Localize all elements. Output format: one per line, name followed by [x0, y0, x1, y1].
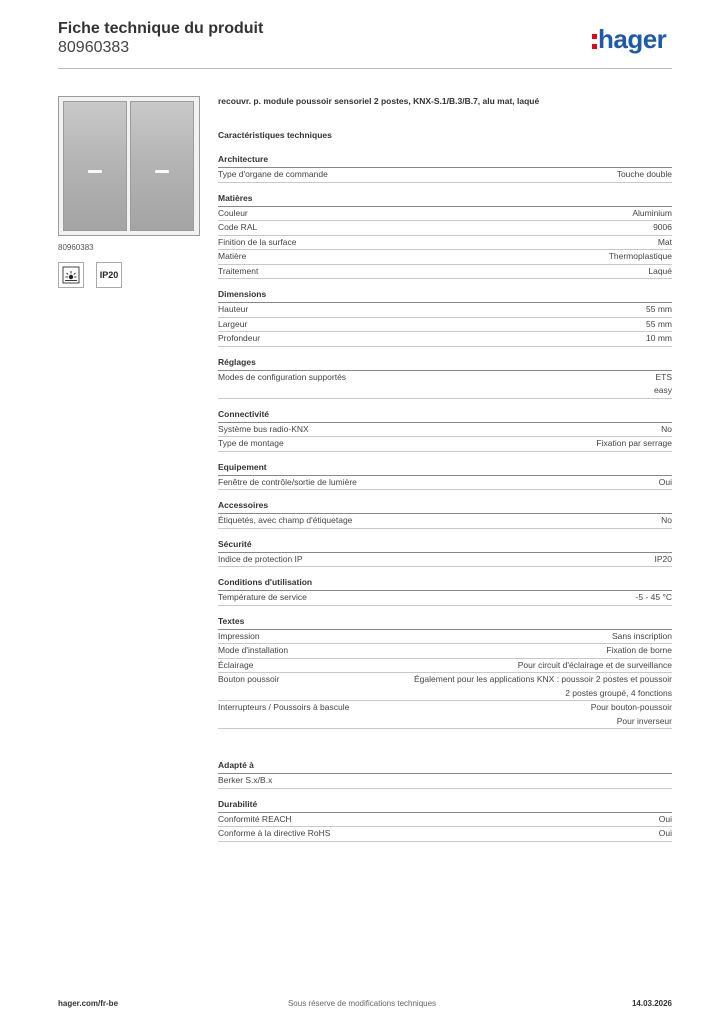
spec-key: Température de service	[218, 592, 307, 602]
spec-row	[218, 774, 672, 789]
spec-section	[218, 356, 672, 399]
section-title: Connectivité	[218, 408, 672, 423]
spec-section	[218, 615, 672, 730]
spec-value	[607, 168, 672, 182]
spec-section	[218, 153, 672, 183]
spec-row	[218, 318, 672, 333]
product-description: recouvr. p. module poussoir sensoriel 2 postes, KNX-S.1/B.3/B.7, alu mat, laqué	[218, 96, 540, 106]
led-window	[155, 170, 169, 173]
spec-value-line: Sans inscription	[611, 630, 672, 641]
spec-key: Code RAL	[218, 222, 258, 232]
spec-section	[218, 798, 672, 842]
spec-key: Système bus radio-KNX	[218, 423, 309, 434]
spec-value-line: 10 mm	[646, 333, 672, 343]
page-title: Fiche technique du produit	[58, 20, 264, 37]
spec-key: Interrupteurs / Poussoirs à bascule	[218, 702, 350, 712]
image-caption: 80960383	[58, 243, 94, 252]
spec-section	[218, 759, 672, 789]
spec-value	[645, 553, 673, 567]
footer-disclaimer: Sous réserve de modifications techniques	[287, 999, 437, 1008]
spec-key: Étiquetés, avec champ d'étiquetage	[218, 515, 353, 525]
spec-key: Matière	[218, 251, 247, 261]
header-divider	[58, 68, 672, 69]
spec-key: Couleur	[218, 207, 248, 218]
rocker-right	[130, 101, 194, 231]
section-title: Conditions d'utilisation	[218, 576, 672, 591]
spec-value	[636, 332, 672, 346]
spec-value-line: IP20	[654, 553, 672, 564]
spec-value	[626, 591, 672, 605]
spec-value	[586, 437, 672, 451]
spec-row	[218, 437, 672, 452]
spec-row	[218, 207, 672, 222]
spec-value	[636, 303, 672, 317]
spec-row	[218, 701, 672, 729]
section-title: Réglages	[218, 356, 672, 371]
section-title: Durabilité	[218, 798, 672, 813]
spec-sections	[218, 153, 672, 842]
spec-key: Traitement	[218, 265, 259, 276]
spec-section	[218, 576, 672, 606]
spec-value-line: Pour bouton-poussoir	[590, 702, 672, 712]
spec-value	[404, 673, 672, 700]
spec-value-line: easy	[654, 385, 672, 395]
spec-row	[218, 221, 672, 236]
section-title: Textes	[218, 615, 672, 630]
spec-value	[648, 236, 672, 250]
spec-value	[649, 827, 672, 841]
spec-value-line: 55 mm	[646, 318, 672, 329]
spec-value	[662, 774, 672, 788]
hager-logo	[592, 26, 666, 52]
section-title: Equipement	[218, 461, 672, 476]
spec-section	[218, 408, 672, 452]
section-title: Dimensions	[218, 288, 672, 303]
spec-row	[218, 813, 672, 828]
spec-section	[218, 192, 672, 280]
spec-row	[218, 673, 672, 701]
spec-value-line: 9006	[653, 222, 672, 232]
spec-value-line: Fixation de borne	[606, 645, 672, 655]
spec-key: Berker S.x/B.x	[218, 775, 273, 785]
spec-row	[218, 476, 672, 491]
product-image	[58, 96, 200, 236]
spec-value	[508, 659, 672, 673]
spec-row	[218, 644, 672, 659]
spec-key: Type de montage	[218, 438, 284, 448]
spec-key: Conforme à la directive RoHS	[218, 828, 331, 838]
spec-value-line: Thermoplastique	[608, 251, 672, 261]
spec-key: Fenêtre de contrôle/sortie de lumière	[218, 476, 357, 487]
spec-value	[651, 514, 672, 528]
spec-row	[218, 630, 672, 645]
spec-value	[596, 644, 672, 658]
section-title: Accessoires	[218, 499, 672, 514]
spec-row	[218, 250, 672, 265]
footer-website: hager.com/fr-be	[58, 999, 119, 1008]
spec-value	[643, 221, 672, 235]
spec-row	[218, 332, 672, 347]
spec-value-line: Également pour les applications KNX : poussoir 2 postes et poussoir	[414, 674, 672, 684]
spec-value	[599, 250, 672, 264]
spec-value-line: Pour circuit d'éclairage et de surveillance	[517, 659, 672, 670]
spec-value	[638, 265, 672, 279]
spec-key: Conformité REACH	[218, 813, 292, 824]
section-title: Adapté à	[218, 759, 672, 774]
spec-section	[218, 499, 672, 529]
spec-key: Impression	[218, 630, 260, 641]
footer-date: 14.03.2026	[631, 999, 672, 1008]
spec-value	[649, 476, 672, 490]
spec-row	[218, 423, 672, 438]
spec-row	[218, 265, 672, 280]
spec-row	[218, 553, 672, 568]
spec-value	[649, 813, 672, 827]
spec-key: Finition de la surface	[218, 236, 297, 247]
spec-row	[218, 827, 672, 842]
spec-key: Modes de configuration supportés	[218, 371, 347, 382]
spec-key: Profondeur	[218, 333, 261, 343]
spec-key: Type d'organe de commande	[218, 169, 328, 179]
spec-key: Mode d'installation	[218, 645, 289, 655]
spec-row	[218, 659, 672, 674]
section-title: Architecture	[218, 153, 672, 168]
product-reference: 80960383	[58, 39, 130, 56]
spec-value-line: ETS	[655, 371, 672, 382]
spec-value	[602, 630, 672, 644]
spec-value-line: 55 mm	[646, 304, 672, 314]
spec-value-line: No	[661, 423, 672, 434]
spec-value-line: Oui	[658, 813, 672, 824]
led-window	[88, 170, 102, 173]
spec-value-line: Oui	[658, 476, 672, 487]
spec-value	[636, 318, 672, 332]
spec-key: Largeur	[218, 318, 248, 329]
specs-heading: Caractéristiques techniques	[218, 130, 332, 140]
logo-text: hager	[598, 24, 667, 54]
ip-rating-badge: IP20	[96, 262, 122, 288]
spec-key: Éclairage	[218, 659, 254, 670]
logo-dots-icon	[592, 34, 597, 49]
spec-value-line: No	[661, 515, 672, 525]
spec-row	[218, 168, 672, 183]
spec-value-line: Oui	[658, 828, 672, 838]
spec-value-line: 2 postes groupé, 4 fonctions	[565, 687, 672, 698]
spec-value	[622, 207, 672, 221]
section-title: Sécurité	[218, 538, 672, 553]
spec-value	[651, 423, 672, 437]
spec-section	[218, 288, 672, 347]
spec-row	[218, 236, 672, 251]
section-title: Matières	[218, 192, 672, 207]
spec-value-line: Mat	[657, 236, 672, 247]
spec-value	[644, 371, 672, 398]
spec-row	[218, 514, 672, 529]
light-window-icon	[58, 262, 84, 288]
spec-value-line: -5 - 45 °C	[635, 592, 672, 602]
spec-value-line: Touche double	[616, 169, 672, 179]
spec-section	[218, 538, 672, 568]
technical-specs	[218, 130, 672, 851]
spec-value-line: Laqué	[648, 265, 672, 276]
spec-value-line: Fixation par serrage	[596, 438, 672, 448]
rocker-left	[63, 101, 127, 231]
spec-section	[218, 461, 672, 491]
spec-row	[218, 591, 672, 606]
spec-value-line: Pour inverseur	[616, 715, 672, 726]
spec-value	[581, 701, 672, 728]
spec-row	[218, 303, 672, 318]
spec-row	[218, 371, 672, 399]
spec-value-line: Aluminium	[632, 207, 672, 218]
spec-key: Indice de protection IP	[218, 553, 303, 564]
spec-key: Bouton poussoir	[218, 674, 280, 684]
spec-key: Hauteur	[218, 304, 249, 314]
